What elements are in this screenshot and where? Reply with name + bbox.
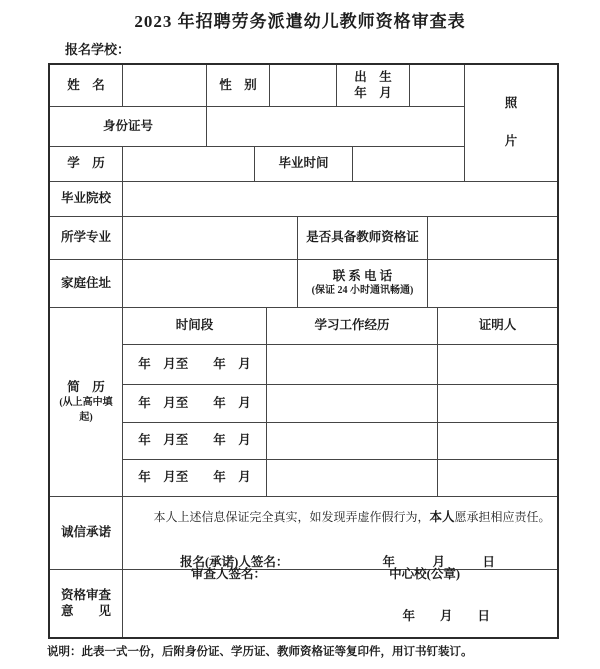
resume-col-experience: 学习工作经历 — [267, 308, 438, 345]
grad-school-label-cell: 毕业院校 — [50, 182, 123, 217]
resume-col-period: 时间段 — [123, 308, 267, 345]
review-content-cell — [123, 567, 557, 637]
school-label: 报名学校： — [65, 42, 131, 57]
cert-input-cell — [428, 217, 557, 260]
id-input-cell — [207, 107, 465, 147]
integrity-statement-bold: 本人 — [429, 510, 455, 525]
photo-label-line1: 照 — [504, 96, 518, 111]
resume-label-line3: 起) — [79, 411, 93, 423]
review-seal-label: 中心校(公章) — [389, 567, 460, 582]
review-label-line1: 资格审查 — [60, 587, 111, 602]
cert-label-cell: 是否具备教师资格证 — [298, 217, 428, 260]
integrity-label-cell: 诚信承诺 — [50, 497, 123, 570]
resume-period-cell: 年 月至 年 月 — [123, 460, 267, 497]
review-label-cell — [50, 570, 123, 637]
phone-label-cell — [298, 260, 428, 308]
birth-label-line1: 出 生 — [354, 69, 392, 84]
major-label-cell: 所学专业 — [50, 217, 123, 260]
grad-school-input-cell — [123, 182, 557, 217]
review-sign-line — [123, 567, 557, 583]
page-title: 2023 年招聘劳务派遣幼儿教师资格审查表 — [134, 12, 466, 31]
major-input-cell — [123, 217, 298, 260]
gender-input-cell — [270, 65, 337, 107]
phone-input-cell — [428, 260, 557, 308]
integrity-content-cell — [123, 497, 557, 570]
integrity-date-label: 年 月 日 — [382, 555, 495, 569]
education-label-cell: 学 历 — [50, 147, 123, 182]
name-label-cell: 姓 名 — [50, 65, 123, 107]
photo-label-line2: 片 — [504, 134, 518, 148]
photo-cell — [465, 65, 557, 182]
resume-reference-cell — [438, 345, 557, 385]
form-table — [48, 63, 559, 639]
resume-experience-cell — [267, 423, 438, 460]
grad-time-label-cell: 毕业时间 — [255, 147, 353, 182]
resume-reference-cell — [438, 385, 557, 423]
integrity-statement-part2: 愿承担相应责任。 — [454, 510, 551, 525]
review-date-line — [123, 593, 557, 640]
resume-experience-cell — [267, 460, 438, 497]
resume-label-line1: 简 历 — [67, 379, 105, 394]
integrity-sign-label: 报名(承诺)人签名： — [180, 555, 289, 569]
resume-reference-cell — [438, 460, 557, 497]
resume-col-reference: 证明人 — [438, 308, 557, 345]
phone-label-line2: (保证 24 小时通讯畅通) — [311, 285, 414, 297]
gender-label-cell: 性 别 — [207, 65, 270, 107]
resume-reference-cell — [438, 423, 557, 460]
review-label-line2: 意 见 — [60, 603, 111, 618]
resume-period-cell: 年 月至 年 月 — [123, 423, 267, 460]
address-label-cell: 家庭住址 — [50, 260, 123, 308]
integrity-statement — [123, 495, 557, 541]
resume-period-cell: 年 月至 年 月 — [123, 345, 267, 385]
name-input-cell — [123, 65, 207, 107]
footer-note: 说明：此表一式一份，后附身份证、学历证、教师资格证等复印件，用订书钉装订。 — [47, 646, 473, 658]
birth-label-cell — [337, 65, 410, 107]
grad-time-input-cell — [353, 147, 465, 182]
education-input-cell — [123, 147, 255, 182]
review-date-label: 年 月 日 — [402, 608, 490, 623]
birth-input-cell — [410, 65, 465, 107]
resume-experience-cell — [267, 385, 438, 423]
birth-label-line2: 年 月 — [354, 85, 392, 100]
review-sign-label: 审查人签名： — [191, 567, 267, 582]
address-input-cell — [123, 260, 298, 308]
integrity-statement-part1: 本人上述信息保证完全真实，如发现弄虚作假行为， — [153, 510, 430, 525]
id-label-cell: 身份证号 — [50, 107, 207, 147]
resume-period-cell: 年 月至 年 月 — [123, 385, 267, 423]
resume-label-line2: (从上高中填 — [59, 397, 113, 409]
resume-experience-cell — [267, 345, 438, 385]
phone-label-line1: 联 系 电 话 — [332, 269, 393, 284]
resume-label-cell — [50, 308, 123, 497]
